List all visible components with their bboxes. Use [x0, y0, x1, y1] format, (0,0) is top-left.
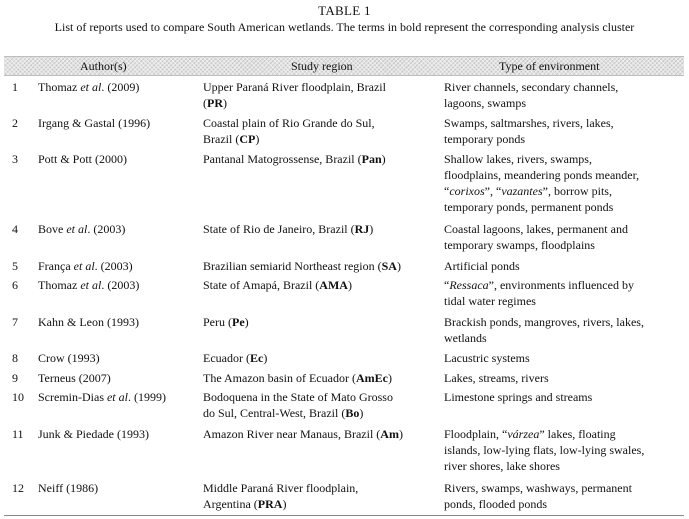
text-segment: river shores, lake shores: [444, 459, 560, 473]
header-study-region: Study region: [291, 59, 353, 73]
text-segment: Floodplain, “: [444, 427, 508, 441]
study-region-cell: [203, 221, 435, 237]
header-environment: Type of environment: [499, 59, 600, 73]
cell-line: [203, 131, 435, 147]
cell-line: [203, 258, 435, 274]
text-segment: “: [444, 278, 450, 292]
environment-cell: [444, 221, 684, 253]
cell-line: [444, 79, 684, 95]
text-segment: ”, “: [484, 184, 502, 198]
cell-line: [203, 95, 435, 111]
text-segment: ): [398, 427, 403, 441]
text-segment: ): [387, 371, 392, 385]
study-region-cell: [203, 79, 435, 111]
cell-line: [38, 277, 198, 293]
cell-line: [444, 389, 684, 405]
italic-text: corixos: [449, 184, 485, 198]
text-segment: ): [282, 497, 287, 511]
italic-text: et al: [66, 222, 88, 236]
text-segment: Crow (1993): [38, 351, 100, 365]
cluster-code: AMA: [319, 278, 348, 292]
text-segment: Coastal lagoons, lakes, permanent and: [444, 222, 628, 236]
cell-line: [444, 330, 684, 346]
text-segment: ): [381, 152, 386, 166]
text-segment: Peru (: [203, 315, 232, 329]
cell-line: [203, 151, 435, 167]
environment-cell: [444, 389, 684, 405]
text-segment: Brazil (: [203, 132, 240, 146]
cluster-code: AmEc: [355, 371, 388, 385]
row-number: 9: [12, 371, 18, 385]
cluster-code: Pe: [232, 315, 245, 329]
text-segment: Terneus (2007): [38, 371, 111, 385]
cell-line: [38, 350, 198, 366]
cell-line: [203, 389, 435, 405]
text-segment: State of Amapá, Brazil (: [203, 278, 320, 292]
cluster-code: PRA: [257, 497, 283, 511]
text-segment: ): [347, 278, 352, 292]
text-segment: lagoons, swamps: [444, 96, 526, 110]
cell-line: [444, 115, 684, 131]
cell-line: [38, 258, 198, 274]
row-number: 4: [12, 222, 18, 236]
cell-line: [444, 426, 684, 442]
study-region-cell: [203, 426, 435, 442]
text-segment: Upper Paraná River floodplain, Brazil: [203, 80, 386, 94]
text-segment: Swamps, saltmarshes, rivers, lakes,: [444, 116, 614, 130]
environment-cell: [444, 151, 684, 215]
text-segment: ”, environments influenced by: [488, 278, 634, 292]
author-cell: [38, 350, 198, 366]
study-region-cell: [203, 314, 435, 330]
environment-cell: [444, 350, 684, 366]
cell-line: [38, 115, 198, 131]
text-segment: Bove: [38, 222, 67, 236]
text-segment: Pott & Pott (2000): [38, 152, 128, 166]
author-cell: [38, 277, 198, 293]
cell-line: [444, 293, 684, 309]
author-cell: [38, 389, 198, 405]
cell-line: [38, 370, 198, 386]
text-segment: ): [396, 259, 401, 273]
cell-line: [444, 442, 684, 458]
study-region-cell: [203, 277, 435, 293]
cell-line: [444, 95, 684, 111]
text-segment: floodplains, meandering ponds meander,: [444, 168, 640, 182]
text-segment: ”, borrow pits,: [542, 184, 612, 198]
cluster-code: Am: [380, 427, 399, 441]
text-segment: Irgang & Gastal (1996): [38, 116, 151, 130]
header-author: Author(s): [80, 59, 127, 73]
environment-cell: [444, 370, 684, 386]
text-segment: tidal water regimes: [444, 294, 536, 308]
text-segment: temporary swamps, floodplains: [444, 238, 595, 252]
study-region-cell: [203, 115, 435, 147]
cell-line: [38, 314, 198, 330]
author-cell: [38, 258, 198, 274]
row-number: 2: [12, 116, 18, 130]
environment-cell: [444, 314, 684, 346]
text-segment: Ecuador (: [203, 351, 250, 365]
text-segment: Neiff (1986): [38, 481, 99, 495]
text-segment: “: [444, 184, 450, 198]
author-cell: [38, 426, 198, 442]
text-segment: Brackish ponds, mangroves, rivers, lakes,: [444, 315, 644, 329]
text-segment: ): [244, 315, 249, 329]
study-region-cell: [203, 480, 435, 512]
cell-line: [203, 314, 435, 330]
cell-line: [203, 277, 435, 293]
study-region-cell: [203, 370, 435, 386]
text-segment: França: [38, 259, 74, 273]
text-segment: ): [359, 406, 364, 420]
cell-line: [203, 405, 435, 421]
cell-line: [38, 389, 198, 405]
cell-line: [444, 480, 684, 496]
text-segment: (: [203, 96, 207, 110]
text-segment: Coastal plain of Rio Grande do Sul,: [203, 116, 375, 130]
cell-line: [38, 426, 198, 442]
cluster-code: Bo: [345, 406, 360, 420]
row-number: 1: [12, 80, 18, 94]
text-segment: ponds, flooded ponds: [444, 497, 547, 511]
text-segment: islands, low-lying flats, low-lying swales,: [444, 443, 645, 457]
italic-text: et al: [73, 259, 95, 273]
text-segment: The Amazon basin of Ecuador (: [203, 371, 356, 385]
text-segment: Argentina (: [203, 497, 258, 511]
cell-line: [444, 458, 684, 474]
environment-cell: [444, 277, 684, 309]
table-label: TABLE 1: [318, 3, 371, 18]
text-segment: . (2009): [101, 80, 140, 94]
table-caption: List of reports used to compare South American wetlands. The terms in bold represent the corresponding analysis cluster: [54, 20, 635, 34]
row-number: 12: [12, 481, 24, 495]
text-segment: wetlands: [444, 331, 487, 345]
text-segment: Shallow lakes, rivers, swamps,: [444, 152, 592, 166]
row-number: 5: [12, 259, 18, 273]
study-region-cell: [203, 350, 435, 366]
cluster-code: Pan: [361, 152, 382, 166]
cell-line: [203, 115, 435, 131]
text-segment: Brazilian semiarid Northeast region (: [203, 259, 382, 273]
text-segment: . (2003): [94, 259, 133, 273]
environment-cell: [444, 426, 684, 474]
text-segment: Limestone springs and streams: [444, 390, 593, 404]
text-segment: Amazon River near Manaus, Brazil (: [203, 427, 381, 441]
text-segment: Lakes, streams, rivers: [444, 371, 549, 385]
author-cell: [38, 480, 198, 496]
cell-line: [203, 426, 435, 442]
italic-text: vazantes: [501, 184, 543, 198]
italic-text: et al: [80, 278, 102, 292]
text-segment: Scremin-Dias: [38, 390, 107, 404]
environment-cell: [444, 480, 684, 512]
cell-line: [203, 350, 435, 366]
cluster-code: SA: [381, 259, 397, 273]
text-segment: Bodoquena in the State of Mato Grosso: [203, 390, 393, 404]
cluster-code: RJ: [354, 222, 370, 236]
cell-line: [444, 496, 684, 512]
cell-line: [444, 237, 684, 253]
author-cell: [38, 151, 198, 167]
row-number: 3: [12, 152, 18, 166]
italic-text: várzea: [507, 427, 540, 441]
text-segment: Thomaz: [38, 80, 81, 94]
author-cell: [38, 221, 198, 237]
text-segment: Junk & Piedade (1993): [38, 427, 149, 441]
text-segment: do Sul, Central-West, Brazil (: [203, 406, 346, 420]
text-segment: ): [255, 132, 260, 146]
text-segment: Rivers, swamps, washways, permanent: [444, 481, 632, 495]
cell-line: [444, 167, 684, 183]
text-segment: ” lakes, floating: [539, 427, 616, 441]
cell-line: [203, 496, 435, 512]
text-segment: Kahn & Leon (1993): [38, 315, 139, 329]
text-segment: ): [223, 96, 227, 110]
italic-text: et al: [106, 390, 128, 404]
row-number: 10: [12, 390, 24, 404]
cell-line: [38, 151, 198, 167]
study-region-cell: [203, 151, 435, 167]
cell-line: [203, 370, 435, 386]
cell-line: [203, 480, 435, 496]
text-segment: Pantanal Matogrossense, Brazil (: [203, 152, 362, 166]
cell-line: [203, 79, 435, 95]
text-segment: temporary ponds: [444, 132, 525, 146]
text-segment: Middle Paraná River floodplain,: [203, 481, 359, 495]
environment-cell: [444, 79, 684, 111]
author-cell: [38, 115, 198, 131]
cell-line: [38, 221, 198, 237]
text-segment: . (2003): [101, 278, 140, 292]
author-cell: [38, 79, 198, 95]
cell-line: [444, 221, 684, 237]
cell-line: [203, 221, 435, 237]
text-segment: River channels, secondary channels,: [444, 80, 619, 94]
author-cell: [38, 370, 198, 386]
cell-line: [444, 370, 684, 386]
cell-line: [444, 183, 684, 199]
cell-line: [38, 480, 198, 496]
text-segment: Artificial ponds: [444, 259, 520, 273]
cluster-code: CP: [239, 132, 256, 146]
cell-line: [444, 151, 684, 167]
text-segment: Thomaz: [38, 278, 81, 292]
text-segment: . (2003): [87, 222, 126, 236]
cell-line: [444, 314, 684, 330]
cell-line: [444, 199, 684, 215]
cell-line: [444, 277, 684, 293]
text-segment: ): [369, 222, 374, 236]
environment-cell: [444, 115, 684, 147]
text-segment: Lacustric systems: [444, 351, 530, 365]
cluster-code: PR: [207, 96, 223, 110]
table-bottom-rule: [4, 515, 684, 516]
cell-line: [38, 79, 198, 95]
row-number: 11: [12, 427, 24, 441]
environment-cell: [444, 258, 684, 274]
cell-line: [444, 350, 684, 366]
text-segment: . (1999): [127, 390, 166, 404]
author-cell: [38, 314, 198, 330]
study-region-cell: [203, 389, 435, 421]
italic-text: et al: [80, 80, 102, 94]
cell-line: [444, 131, 684, 147]
row-number: 7: [12, 315, 18, 329]
text-segment: temporary ponds, permanent ponds: [444, 200, 614, 214]
row-number: 8: [12, 351, 18, 365]
cluster-code: Ec: [249, 351, 264, 365]
study-region-cell: [203, 258, 435, 274]
italic-text: Ressaca: [449, 278, 489, 292]
row-number: 6: [12, 278, 18, 292]
cell-line: [444, 258, 684, 274]
text-segment: ): [263, 351, 268, 365]
text-segment: State of Rio de Janeiro, Brazil (: [203, 222, 355, 236]
